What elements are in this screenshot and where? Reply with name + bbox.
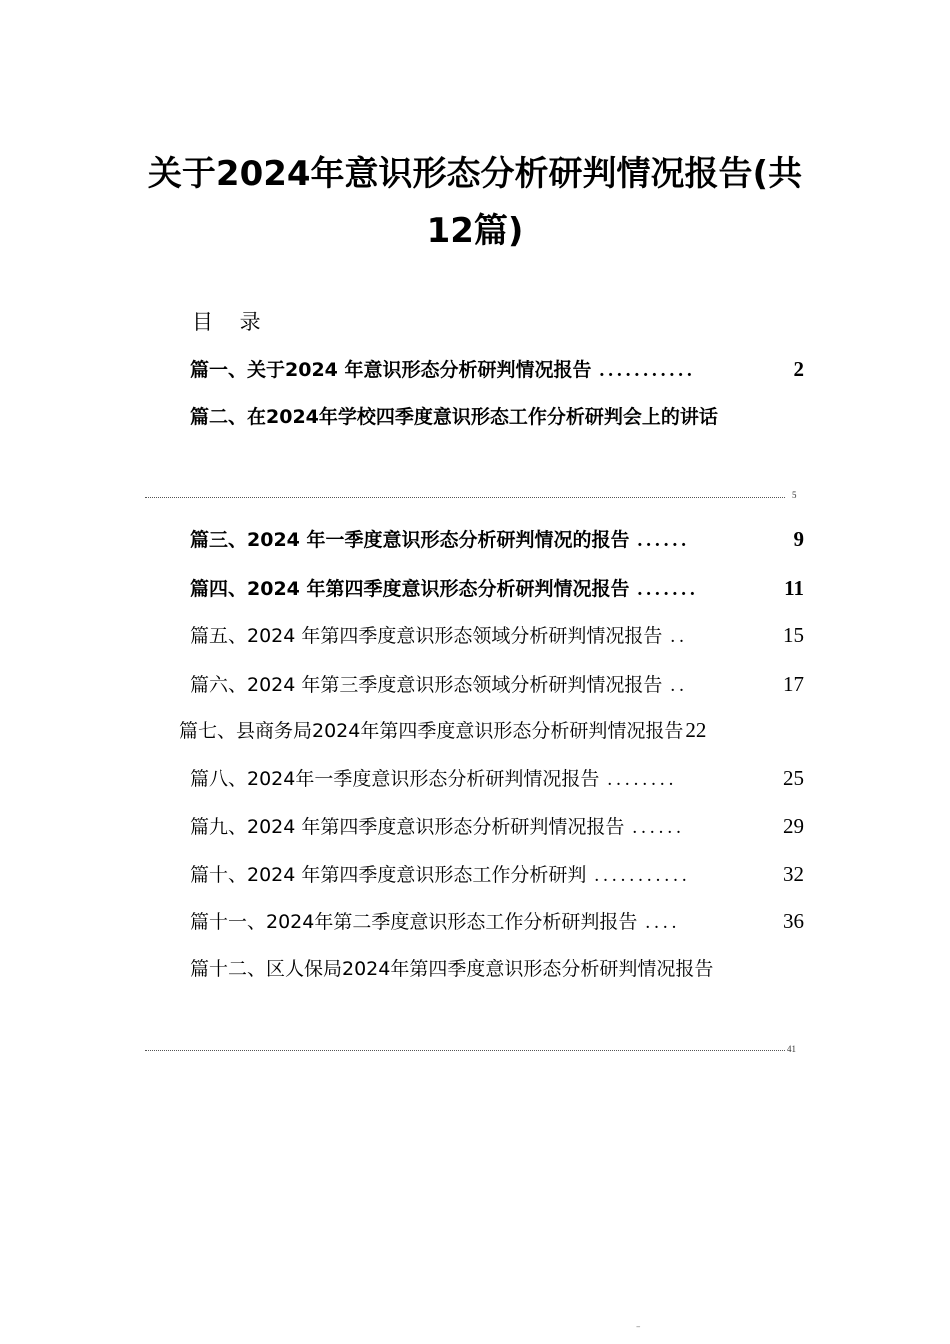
toc-entry-12-text: 篇十二、区人保局2024年第四季度意识形态分析研判情况报告 [190,958,714,980]
toc-entry-12-dot-leader [145,1048,785,1051]
toc-entry-3-page: 9 [793,527,804,551]
toc-entry-5-text: 篇五、2024 年第四季度意识形态领域分析研判情况报告 [190,625,663,647]
toc-entry-11[interactable] [190,906,804,936]
toc-entry-8-text: 篇八、2024年一季度意识形态分析研判情况报告 [190,768,600,790]
toc-entry-1[interactable] [190,354,804,384]
toc-entry-7-text: 篇七、县商务局2024年第四季度意识形态分析研判情况报告 [179,720,684,742]
toc-entry-6-page: 17 [783,672,804,696]
document-title-line-1: 关于2024年意识形态分析研判情况报告(共 [147,154,803,194]
toc-entry-8-page: 25 [783,766,804,790]
toc-entry-5-page: 15 [783,623,804,647]
toc-entry-9-leader: ...... [632,817,685,838]
toc-entry-7[interactable] [179,715,817,745]
document-title-line-2: 12篇) [426,211,524,251]
toc-entry-7-page: 22 [685,718,707,742]
toc-heading: 目 录 [192,310,271,334]
toc-entry-4-text: 篇四、2024 年第四季度意识形态分析研判情况报告 [190,578,630,600]
toc-entry-4-page: 11 [784,576,804,600]
footer-mark: – [636,1322,641,1332]
toc-entry-3-leader: ...... [637,530,690,551]
toc-entry-2[interactable] [190,402,810,432]
toc-entry-9[interactable] [190,811,804,841]
toc-entry-10-text: 篇十、2024 年第四季度意识形态工作分析研判 [190,864,587,886]
toc-entry-8-leader: ........ [607,769,678,790]
toc-entry-5[interactable] [190,620,804,650]
toc-entry-6-text: 篇六、2024 年第三季度意识形态领域分析研判情况报告 [190,674,663,696]
toc-entry-6[interactable] [190,669,804,699]
toc-entry-10-leader: ........... [594,865,691,886]
toc-entry-4[interactable] [190,573,804,603]
toc-entry-2-text: 篇二、在2024年学校四季度意识形态工作分析研判会上的讲话 [190,406,718,428]
toc-entry-12[interactable] [190,954,814,984]
toc-entry-5-leader: .. [670,626,688,647]
toc-entry-11-page: 36 [783,909,804,933]
toc-entry-1-leader: ........... [599,360,696,381]
toc-entry-2-dot-leader [145,495,785,498]
toc-entry-11-text: 篇十一、2024年第二季度意识形态工作分析研判报告 [190,911,638,933]
toc-entry-8[interactable] [190,763,804,793]
toc-entry-11-leader: .... [645,912,681,933]
toc-entry-12-page: 41 [787,1044,796,1054]
toc-entry-4-leader: ....... [637,579,699,600]
toc-entry-10-page: 32 [783,862,804,886]
toc-entry-1-text: 篇一、关于2024 年意识形态分析研判情况报告 [190,359,592,381]
toc-entry-9-text: 篇九、2024 年第四季度意识形态分析研判情况报告 [190,816,625,838]
toc-entry-10[interactable] [190,859,804,889]
toc-entry-9-page: 29 [783,814,804,838]
toc-entry-1-page: 2 [793,357,804,381]
toc-entry-3-text: 篇三、2024 年一季度意识形态分析研判情况的报告 [190,529,630,551]
toc-entry-2-page: 5 [792,490,797,500]
toc-entry-6-leader: .. [670,675,688,696]
toc-entry-3[interactable] [190,524,804,554]
